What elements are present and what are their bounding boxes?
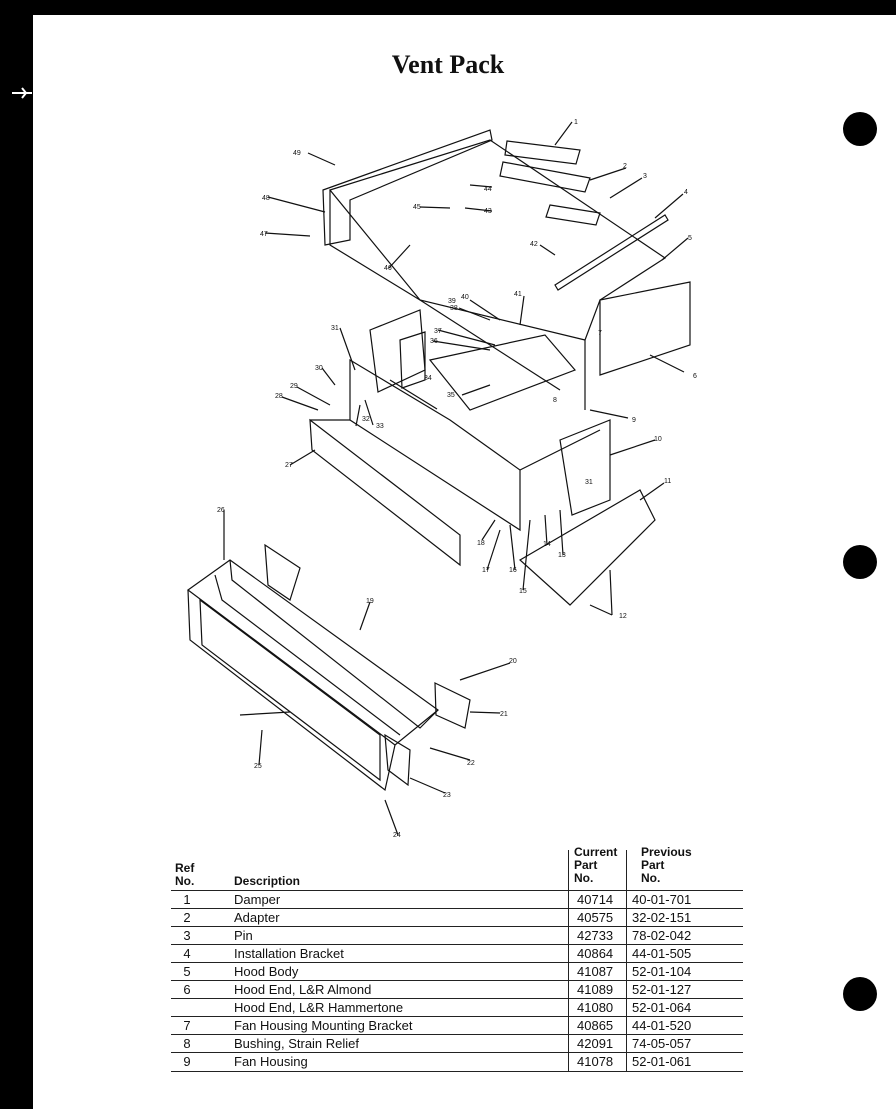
callout-43: 43	[484, 208, 492, 215]
side-trim-right	[435, 683, 470, 728]
callout-7: 7	[598, 330, 602, 337]
callout-40: 40	[461, 294, 469, 301]
control-housing	[350, 360, 520, 530]
callout-48: 48	[262, 195, 270, 202]
callout-19: 19	[366, 598, 374, 605]
callout-5: 5	[688, 235, 692, 242]
table-row: Hood End, L&R Hammertone 41080 52-01-064	[171, 998, 743, 1017]
callout-20: 20	[509, 658, 517, 665]
binder-hole-bottom	[843, 977, 877, 1011]
callout-17: 17	[482, 567, 490, 574]
callout-37: 37	[434, 328, 442, 335]
callout-47: 47	[260, 231, 268, 238]
callout-8: 8	[553, 397, 557, 404]
callout-49: 49	[293, 150, 301, 157]
callout-6: 6	[693, 373, 697, 380]
callout-27: 27	[285, 462, 293, 469]
page-title: Vent Pack	[391, 50, 505, 79]
table-row: 8 Bushing, Strain Relief 42091 74-05-057	[171, 1034, 743, 1053]
grille-mesh	[385, 735, 410, 785]
header-description: Description	[234, 874, 301, 888]
callout-22: 22	[467, 760, 475, 767]
callout-13: 13	[558, 552, 566, 559]
table-row: 7 Fan Housing Mounting Bracket 40865 44-01-520	[171, 1016, 743, 1035]
callout-45: 45	[413, 204, 421, 211]
callout-3: 3	[643, 173, 647, 180]
callout-21: 21	[500, 711, 508, 718]
callout-31b: 31	[585, 479, 593, 486]
front-panel	[310, 420, 460, 565]
table-row: 6 Hood End, L&R Almond 41089 52-01-127	[171, 980, 743, 999]
callout-16: 16	[509, 567, 517, 574]
callout-35: 35	[447, 392, 455, 399]
callout-26: 26	[217, 507, 225, 514]
table-row: 9 Fan Housing 41078 52-01-061	[171, 1052, 743, 1072]
callout-12: 12	[619, 613, 627, 620]
callout-33: 33	[376, 423, 384, 430]
callout-2: 2	[623, 163, 627, 170]
callout-31: 31	[331, 325, 339, 332]
callout-30: 30	[315, 365, 323, 372]
hood-end-panel	[600, 282, 690, 375]
parts-table	[171, 846, 743, 1072]
callout-18: 18	[477, 540, 485, 547]
callout-46: 46	[384, 265, 392, 272]
callout-44: 44	[484, 186, 492, 193]
callout-23: 23	[443, 792, 451, 799]
callout-29: 29	[290, 383, 298, 390]
callout-36: 36	[430, 338, 438, 345]
callout-42: 42	[530, 241, 538, 248]
table-row: 3 Pin 42733 78-02-042	[171, 926, 743, 945]
side-trim-left	[265, 545, 300, 600]
installation-bracket	[555, 215, 668, 290]
bottom-plate	[520, 490, 655, 605]
callout-1: 1	[574, 119, 578, 126]
callout-34: 34	[424, 375, 432, 382]
table-row: 1 Damper 40714 40-01-701	[171, 890, 743, 909]
callout-28: 28	[275, 393, 283, 400]
callout-38: 38	[450, 305, 458, 312]
callout-9: 9	[632, 417, 636, 424]
header-previous-part: Previous Part No.	[641, 845, 692, 885]
table-row: 2 Adapter 40575 32-02-151	[171, 908, 743, 927]
table-row: 4 Installation Bracket 40864 44-01-505	[171, 944, 743, 963]
callout-4: 4	[684, 189, 688, 196]
callout-32: 32	[362, 416, 370, 423]
callout-14: 14	[543, 541, 551, 548]
callout-41: 41	[514, 291, 522, 298]
callout-11: 11	[664, 478, 672, 485]
callout-10: 10	[654, 436, 662, 443]
bezel-top	[188, 560, 438, 745]
header-current-part: Current Part No.	[574, 845, 618, 885]
damper	[505, 141, 580, 164]
fan-housing	[560, 420, 610, 515]
callout-25: 25	[254, 763, 262, 770]
table-row: 5 Hood Body 41087 52-01-104	[171, 962, 743, 981]
callout-15: 15	[519, 588, 527, 595]
header-ref: Ref No.	[175, 861, 195, 888]
callout-24: 24	[393, 832, 401, 839]
callout-39: 39	[448, 298, 456, 305]
